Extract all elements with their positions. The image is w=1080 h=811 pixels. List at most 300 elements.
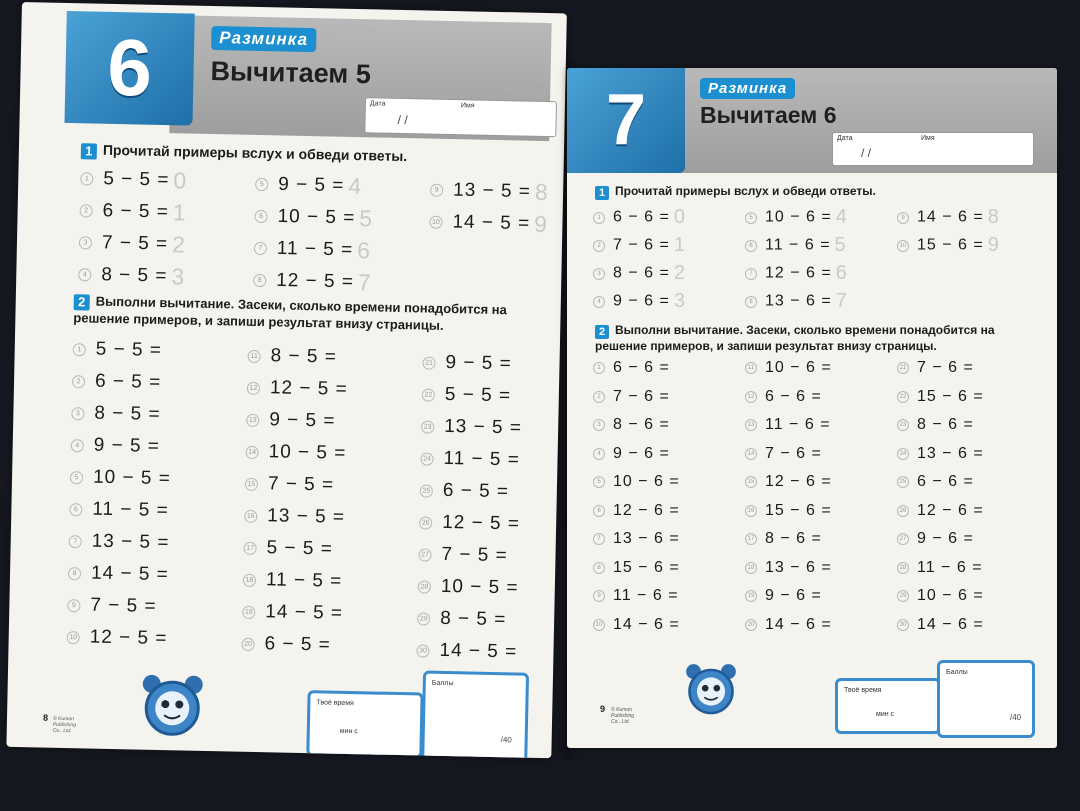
- problem-item: [73, 338, 163, 362]
- problem-number: 1: [80, 172, 93, 185]
- problem-item: [255, 171, 362, 200]
- answer-choice[interactable]: 5: [834, 234, 846, 256]
- problem-number: 24: [420, 452, 433, 465]
- problem-item: [593, 290, 685, 313]
- problem-number: 16: [745, 505, 757, 517]
- problem-expression: 11 − 5 =: [265, 569, 343, 592]
- problem-item: [419, 511, 520, 535]
- problem-item: [245, 441, 346, 465]
- alarm-clock-mascot-icon: [137, 670, 208, 741]
- problem-expression: 7 − 6 =: [613, 236, 670, 254]
- problem-number: 17: [745, 533, 757, 545]
- problem-expression: 8 − 5 =: [270, 345, 338, 368]
- answer-choice[interactable]: 3: [171, 263, 185, 290]
- problem-expression: 11 − 6 =: [765, 236, 831, 254]
- problem-expression: 12 − 6 =: [917, 501, 984, 519]
- problem-number: 12: [745, 391, 757, 403]
- problem-item: [897, 559, 983, 577]
- section-2-text: Выполни вычитание. Засеки, сколько времени понадобится на решение примеров, и запиши результат внизу страницы.: [595, 323, 995, 353]
- problem-number: 9: [67, 599, 80, 612]
- problem-item: [417, 607, 507, 631]
- problem-expression: 10 − 5 =: [92, 466, 172, 490]
- score-box[interactable]: [937, 660, 1035, 738]
- publisher-credit: © Kumon Publishing Co., Ltd.: [611, 707, 635, 725]
- answer-choice[interactable]: 7: [357, 269, 372, 296]
- score-label: Баллы: [946, 669, 968, 676]
- problem-number: 3: [71, 407, 84, 420]
- problem-item: [897, 234, 999, 257]
- problem-expression: 8 − 6 =: [917, 416, 974, 433]
- problem-item: [593, 559, 680, 577]
- problem-expression: 13 − 6 =: [765, 292, 832, 310]
- problem-expression: 12 − 6 =: [613, 501, 680, 519]
- problem-expression: 5 − 5 =: [103, 168, 170, 191]
- problem-number: 20: [745, 619, 757, 631]
- problem-expression: 11 − 5 =: [443, 447, 521, 471]
- problem-number: 5: [593, 476, 605, 488]
- problem-number: 23: [421, 420, 434, 433]
- problem-item: [72, 370, 162, 394]
- problem-expression: 14 − 6 =: [917, 208, 984, 226]
- problem-number: 1: [593, 362, 605, 374]
- problem-item: [745, 388, 822, 406]
- problem-expression: 8 − 5 =: [94, 402, 161, 425]
- section-2-text: Выполни вычитание. Засеки, сколько времени понадобится на решение примеров, и запиши результат внизу страницы.: [73, 293, 507, 333]
- problem-expression: 8 − 6 =: [613, 416, 670, 433]
- problem-expression: 7 − 6 =: [917, 359, 974, 376]
- section-2-number: 2: [595, 325, 609, 339]
- problem-number: 30: [897, 619, 909, 631]
- answer-choice[interactable]: 8: [534, 178, 548, 206]
- problem-expression: 10 − 6 =: [765, 208, 832, 226]
- date-label: Дата: [369, 100, 386, 108]
- problem-expression: 15 − 6 =: [765, 501, 832, 519]
- problem-number: 18: [745, 562, 757, 574]
- problem-item: [254, 235, 371, 264]
- warmup-label: Разминка: [211, 26, 316, 52]
- problem-number: 6: [593, 505, 605, 517]
- problem-item: [745, 473, 832, 491]
- answer-choice[interactable]: 9: [987, 234, 999, 256]
- section-1-text: Прочитай примеры вслух и обведи ответы.: [615, 184, 876, 198]
- problem-item: [418, 543, 508, 567]
- problem-number: 22: [897, 391, 909, 403]
- date-slashes: / /: [861, 146, 872, 160]
- problem-expression: 9 − 5 =: [278, 173, 345, 197]
- problem-expression: 6 − 5 =: [94, 370, 162, 393]
- problem-number: 10: [67, 631, 80, 644]
- problem-expression: 5 − 5 =: [95, 338, 163, 362]
- problem-item: [416, 639, 517, 663]
- problem-item: [897, 359, 974, 377]
- problem-number: 2: [593, 391, 605, 403]
- problem-number: 4: [593, 296, 605, 308]
- problem-number: 18: [243, 573, 256, 586]
- problem-number: 15: [245, 477, 258, 490]
- problem-expression: 14 − 5 =: [265, 601, 344, 624]
- problem-number: 29: [417, 612, 430, 625]
- problem-number: 28: [897, 562, 909, 574]
- page-number: 9: [600, 704, 606, 714]
- section-1-instruction: [595, 184, 1035, 200]
- problem-item: [897, 502, 984, 520]
- problem-expression: 8 − 6 =: [613, 264, 670, 282]
- problem-item: [430, 177, 548, 206]
- problem-expression: 14 − 5 =: [439, 639, 518, 663]
- problem-expression: 5 − 5 =: [444, 383, 512, 407]
- problem-expression: 13 − 6 =: [917, 444, 984, 462]
- problem-expression: 9 − 5 =: [93, 434, 161, 457]
- problem-expression: 6 − 5 =: [102, 200, 170, 223]
- problem-expression: 5 − 5 =: [266, 537, 334, 560]
- problem-number: 16: [244, 509, 257, 522]
- problem-expression: 12 − 6 =: [765, 473, 832, 490]
- problem-item: [745, 559, 832, 577]
- time-units: мин с: [876, 711, 895, 718]
- answer-choice[interactable]: 6: [356, 237, 371, 264]
- problem-item: [78, 261, 185, 290]
- problem-number: 7: [254, 242, 267, 255]
- right-page: [567, 68, 1057, 748]
- score-total: /40: [500, 735, 512, 745]
- problem-item: [897, 616, 984, 634]
- problem-number: 5: [745, 212, 757, 224]
- problem-expression: 13 − 5 =: [443, 415, 523, 439]
- problem-expression: 15 − 6 =: [917, 236, 984, 254]
- name-label: Имя: [460, 102, 475, 110]
- problem-number: 11: [745, 362, 757, 374]
- problem-item: [243, 569, 343, 593]
- time-label: Твоё время: [316, 699, 354, 708]
- problem-item: [745, 290, 847, 313]
- problem-expression: 7 − 5 =: [441, 543, 508, 567]
- problem-number: 3: [79, 236, 92, 249]
- problem-item: [897, 473, 974, 491]
- problem-number: 7: [593, 533, 605, 545]
- problem-number: 10: [593, 619, 605, 631]
- problem-number: 14: [245, 445, 258, 458]
- problem-expression: 10 − 6 =: [613, 473, 680, 490]
- problem-expression: 10 − 5 =: [268, 441, 347, 464]
- problem-expression: 13 − 6 =: [613, 530, 680, 547]
- lesson-number: 6: [106, 22, 153, 113]
- time-units: мин с: [339, 727, 358, 736]
- problem-expression: 11 − 6 =: [765, 416, 831, 433]
- problem-expression: 14 − 6 =: [765, 615, 832, 633]
- problem-item: [244, 505, 345, 529]
- section-1-number: 1: [595, 186, 609, 200]
- section-2-instruction: [73, 293, 539, 335]
- problem-item: [593, 234, 685, 257]
- problem-expression: 15 − 6 =: [613, 558, 680, 576]
- answer-choice[interactable]: 8: [987, 206, 999, 228]
- problem-number: 5: [70, 471, 83, 484]
- problem-number: 9: [593, 590, 605, 602]
- problem-expression: 15 − 6 =: [917, 387, 984, 405]
- problem-expression: 6 − 6 =: [917, 473, 974, 490]
- problem-item: [745, 502, 832, 520]
- problem-number: 1: [73, 343, 86, 356]
- problem-expression: 12 − 6 =: [765, 264, 832, 282]
- time-label: Твоё время: [844, 687, 882, 694]
- lesson-number: 7: [605, 80, 647, 160]
- problem-number: 26: [897, 505, 909, 517]
- problem-number: 21: [422, 356, 435, 369]
- problem-number: 14: [745, 448, 757, 460]
- problem-number: 19: [745, 590, 757, 602]
- problem-item: [420, 479, 510, 503]
- alarm-clock-mascot-icon: [682, 660, 740, 718]
- date-name-field[interactable]: [364, 97, 557, 137]
- problem-expression: 9 − 5 =: [445, 351, 512, 375]
- problem-expression: 14 − 5 =: [452, 211, 531, 235]
- problem-number: 11: [248, 349, 261, 362]
- problem-expression: 14 − 5 =: [90, 562, 169, 586]
- problem-item: [246, 409, 336, 433]
- problem-expression: 10 − 6 =: [917, 587, 984, 604]
- problem-expression: 13 − 5 =: [91, 530, 170, 554]
- problem-number: 25: [420, 484, 433, 497]
- problem-expression: 14 − 6 =: [917, 615, 984, 633]
- problem-item: [242, 601, 343, 625]
- date-name-field[interactable]: [832, 132, 1034, 166]
- problem-item: [80, 165, 187, 194]
- answer-choice[interactable]: 1: [172, 199, 186, 226]
- problem-expression: 6 − 6 =: [613, 208, 670, 226]
- section-2-number: 2: [74, 294, 90, 310]
- problem-number: 6: [254, 210, 267, 223]
- problem-expression: 6 − 6 =: [765, 387, 822, 405]
- problem-item: [247, 377, 348, 401]
- problem-item: [897, 587, 984, 605]
- time-box[interactable]: [306, 690, 423, 758]
- problem-item: [422, 351, 512, 375]
- problem-item: [243, 537, 333, 561]
- problem-item: [79, 229, 186, 258]
- warmup-label: Разминка: [700, 78, 795, 99]
- problem-item: [69, 498, 169, 522]
- problem-expression: 11 − 6 =: [613, 587, 679, 604]
- answer-choice[interactable]: 4: [835, 206, 847, 228]
- answer-choice[interactable]: 4: [348, 172, 362, 200]
- problem-number: 19: [242, 605, 255, 618]
- problem-item: [593, 587, 679, 605]
- problem-expression: 9 − 6 =: [917, 530, 974, 547]
- problem-expression: 6 − 6 =: [613, 359, 670, 376]
- problem-item: [897, 388, 984, 406]
- problem-number: 6: [745, 240, 757, 252]
- problem-item: [897, 206, 999, 229]
- problem-item: [593, 616, 680, 634]
- problem-expression: 11 − 6 =: [917, 558, 983, 576]
- section-2-instruction: [595, 323, 1040, 353]
- problem-expression: 12 − 5 =: [89, 626, 168, 650]
- problem-item: [897, 530, 974, 548]
- problem-number: 20: [241, 637, 254, 650]
- problem-item: [247, 345, 337, 369]
- problem-item: [429, 209, 547, 238]
- problem-number: 23: [897, 419, 909, 431]
- score-box[interactable]: [421, 671, 529, 759]
- problem-item: [897, 445, 984, 463]
- problem-number: 9: [897, 212, 909, 224]
- problem-item: [254, 203, 372, 232]
- problem-item: [68, 562, 169, 586]
- problem-expression: 10 − 5 =: [440, 575, 519, 599]
- problem-item: [71, 402, 161, 426]
- problem-number: 4: [593, 448, 605, 460]
- problem-number: 15: [745, 476, 757, 488]
- problem-expression: 9 − 6 =: [613, 292, 670, 310]
- problem-item: [418, 575, 519, 599]
- problem-expression: 13 − 6 =: [765, 558, 832, 576]
- answer-choice[interactable]: 7: [835, 290, 847, 312]
- problem-item: [593, 206, 685, 229]
- problem-expression: 8 − 5 =: [439, 607, 507, 631]
- problem-item: [422, 383, 512, 407]
- problem-expression: 7 − 5 =: [267, 473, 335, 496]
- problem-number: 2: [80, 204, 93, 217]
- problem-item: [421, 415, 522, 439]
- problem-number: 4: [78, 268, 91, 281]
- problem-expression: 13 − 5 =: [452, 179, 532, 203]
- problem-item: [66, 626, 167, 650]
- problem-number: 4: [71, 439, 84, 452]
- problem-number: 8: [68, 567, 81, 580]
- page-title: Вычитаем 5: [210, 55, 372, 90]
- problem-item: [745, 262, 847, 285]
- problem-expression: 12 − 5 =: [276, 269, 355, 293]
- page-number: 8: [42, 712, 49, 723]
- left-page: [6, 2, 566, 758]
- problem-number: 17: [243, 541, 256, 554]
- problem-item: [745, 234, 846, 257]
- problem-number: 1: [593, 212, 605, 224]
- problem-expression: 9 − 6 =: [613, 444, 670, 462]
- answer-choice[interactable]: 2: [673, 262, 685, 284]
- problem-item: [71, 434, 161, 458]
- problem-item: [745, 587, 822, 605]
- problem-expression: 13 − 5 =: [267, 505, 346, 528]
- answer-choice[interactable]: 0: [673, 206, 685, 228]
- problem-number: 8: [593, 562, 605, 574]
- problem-number: 27: [897, 533, 909, 545]
- score-label: Баллы: [431, 679, 454, 688]
- problem-expression: 10 − 5 =: [277, 205, 356, 229]
- problem-item: [593, 359, 670, 377]
- problem-item: [897, 416, 974, 434]
- problem-number: 2: [72, 375, 85, 388]
- page-title: Вычитаем 6: [700, 102, 837, 128]
- problem-number: 3: [593, 268, 605, 280]
- problem-number: 27: [418, 548, 431, 561]
- problem-expression: 14 − 6 =: [613, 615, 680, 633]
- problem-expression: 7 − 6 =: [613, 387, 670, 405]
- date-label: Дата: [837, 135, 853, 142]
- time-box[interactable]: [835, 678, 941, 734]
- name-label: Имя: [921, 135, 935, 142]
- publisher-credit: © Kumon Publishing Co., Ltd.: [52, 715, 77, 735]
- problem-number: 26: [419, 516, 432, 529]
- lesson-number-box: [567, 68, 685, 173]
- problem-item: [245, 473, 335, 497]
- problem-expression: 9 − 6 =: [765, 587, 822, 604]
- problem-item: [593, 502, 680, 520]
- problem-number: 6: [69, 503, 82, 516]
- problem-item: [593, 388, 670, 406]
- problem-expression: 8 − 6 =: [765, 530, 822, 547]
- problem-number: 30: [416, 644, 429, 657]
- problem-expression: 9 − 5 =: [269, 409, 336, 432]
- problem-expression: 7 − 5 =: [90, 594, 157, 617]
- problem-expression: 11 − 5 =: [276, 237, 354, 261]
- answer-choice[interactable]: 5: [359, 205, 373, 232]
- problem-item: [67, 594, 157, 618]
- problem-item: [593, 262, 685, 285]
- problem-number: 8: [745, 296, 757, 308]
- section-1-text: Прочитай примеры вслух и обведи ответы.: [102, 141, 408, 165]
- answer-choice[interactable]: 3: [673, 290, 685, 312]
- date-slashes: / /: [397, 112, 408, 128]
- problem-number: 24: [897, 448, 909, 460]
- problem-number: 25: [897, 476, 909, 488]
- problem-expression: 6 − 5 =: [442, 479, 510, 503]
- problem-number: 10: [429, 216, 442, 229]
- problem-expression: 11 − 5 =: [92, 498, 169, 522]
- problem-number: 9: [430, 184, 443, 197]
- problem-item: [593, 530, 680, 548]
- problem-number: 5: [255, 178, 268, 191]
- answer-choice[interactable]: 0: [173, 167, 187, 194]
- problem-expression: 7 − 6 =: [765, 444, 822, 462]
- problem-item: [745, 445, 822, 463]
- problem-expression: 6 − 5 =: [264, 633, 331, 656]
- problem-item: [593, 445, 670, 463]
- lesson-number-box: [64, 11, 194, 126]
- problem-item: [745, 616, 832, 634]
- problem-item: [593, 473, 680, 491]
- problem-number: 7: [69, 535, 82, 548]
- problem-number: 22: [422, 388, 435, 401]
- problem-expression: 8 − 5 =: [101, 264, 168, 287]
- answer-choice[interactable]: 9: [533, 210, 548, 238]
- answer-choice[interactable]: 6: [835, 262, 847, 284]
- problem-expression: 12 − 5 =: [441, 511, 521, 535]
- answer-choice[interactable]: 2: [171, 231, 186, 258]
- answer-choice[interactable]: 1: [673, 234, 685, 256]
- problem-number: 29: [897, 590, 909, 602]
- problem-number: 12: [247, 381, 260, 394]
- problem-item: [745, 416, 831, 434]
- problem-number: 10: [897, 240, 909, 252]
- problem-item: [79, 197, 186, 226]
- section-1-instruction: [81, 141, 551, 169]
- problem-expression: 7 − 5 =: [101, 232, 169, 255]
- problem-number: 13: [246, 413, 259, 426]
- problem-expression: 10 − 6 =: [765, 359, 832, 376]
- problem-item: [420, 447, 520, 471]
- problem-item: [70, 466, 171, 490]
- problem-number: 3: [593, 419, 605, 431]
- problem-number: 21: [897, 362, 909, 374]
- problem-item: [241, 633, 331, 657]
- problem-expression: 12 − 5 =: [269, 377, 348, 400]
- problem-number: 28: [418, 580, 431, 593]
- problem-number: 2: [593, 240, 605, 252]
- problem-item: [745, 206, 847, 229]
- problem-item: [68, 530, 169, 554]
- problem-item: [593, 416, 670, 434]
